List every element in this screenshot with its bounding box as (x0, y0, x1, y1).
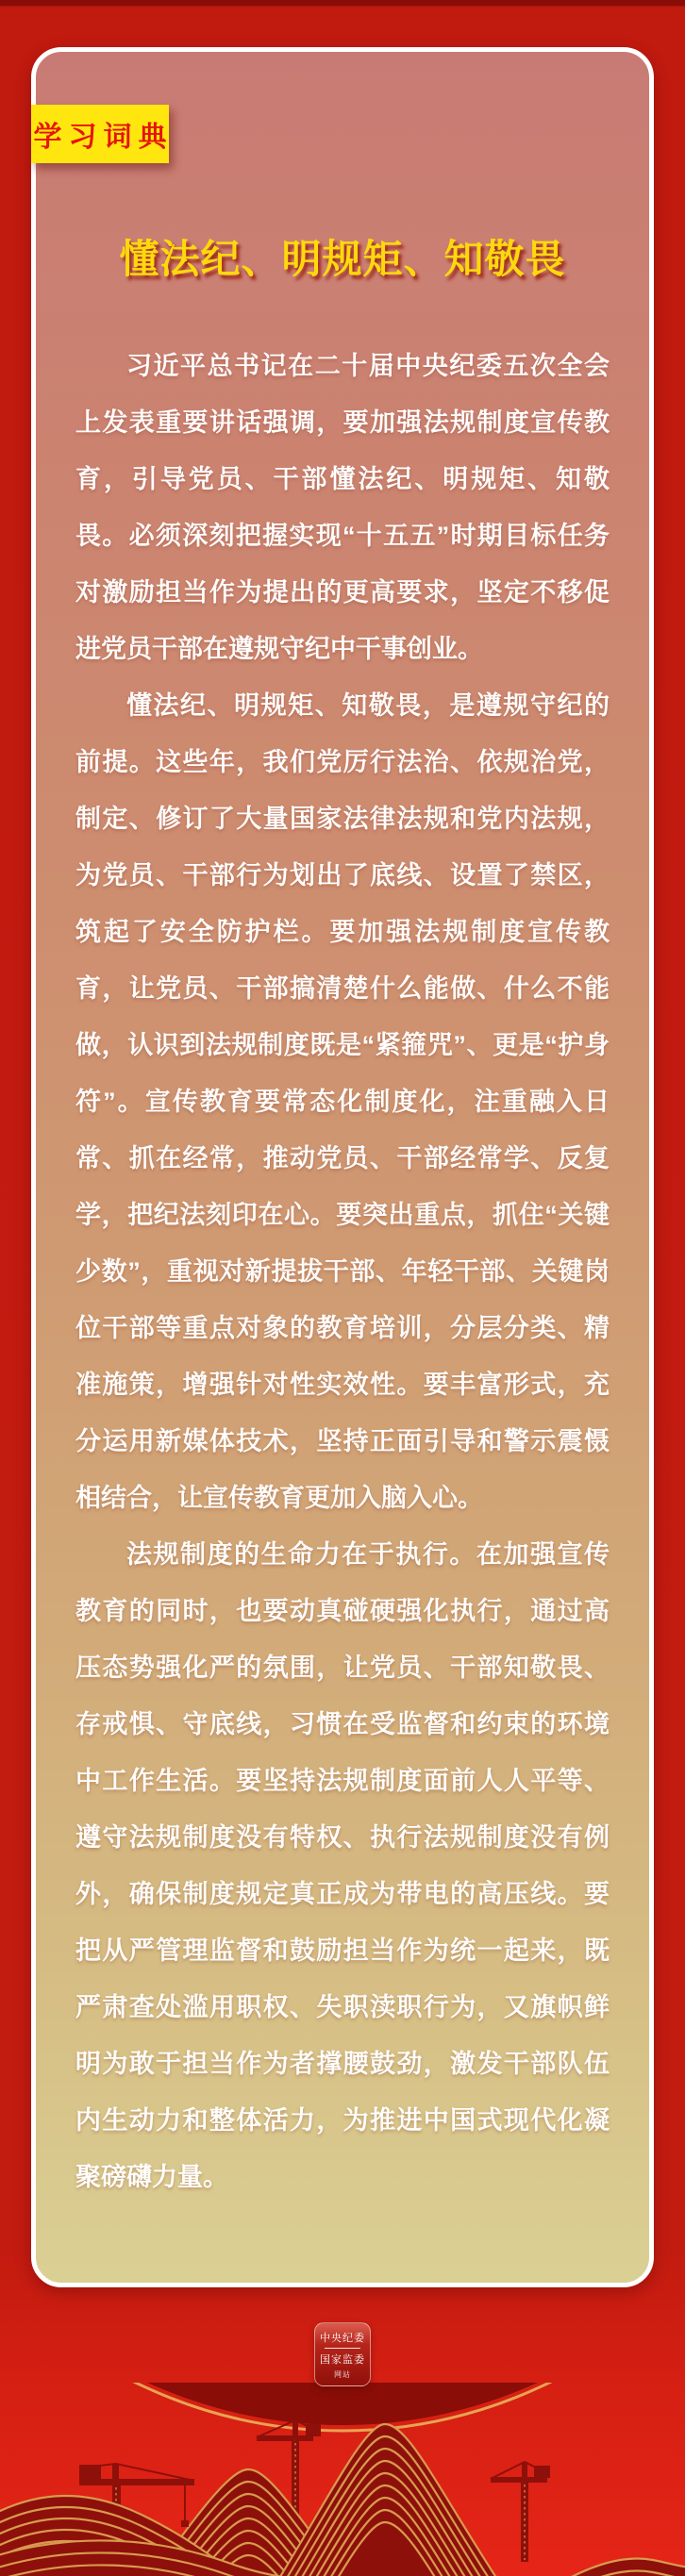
crane-icon (491, 2462, 550, 2562)
ccdi-logo-badge (314, 2322, 371, 2386)
footer-mountain-waves-art (0, 2383, 685, 2576)
ccdi-logo-divider (325, 2348, 360, 2349)
study-dictionary-badge (31, 105, 174, 163)
ccdi-logo-line1: 中央纪委 (320, 2332, 365, 2344)
study-dictionary-badge-label: 学习词典 (33, 122, 174, 153)
paragraph-3: 法规制度的生命力在于执行。在加强宣传教育的同时，也要动真碰硬强化执行，通过高压态势强化严的氛围，让党员、干部知敬畏、存戒惧、守底线，习惯在受监督和约束的环境中工作生活。要坚持法规制度面前人人平等、遵守法规制度没有特权、执行法规制度没有例外，确保制度规定真正成为带电的高压线。要把从严管理监督和鼓励担当作为统一起来，既严肃查处滥用职权、失职渎职行为，又旗帜鲜明为敢于担当作为者撑腰鼓劲，激发干部队伍内生动力和整体活力，为推进中国式现代化凝聚磅礴力量。 (75, 1540, 610, 2191)
ccdi-logo-line2: 国家监委 (320, 2353, 365, 2366)
article-body (75, 338, 610, 2205)
article-card (31, 47, 654, 2287)
mountain-contours-right-ridge (489, 2559, 685, 2576)
article-title: 懂法纪、明规矩、知敬畏 (119, 239, 566, 282)
paragraph-2: 懂法纪、明规矩、知敬畏，是遵规守纪的前提。这些年，我们党厉行法治、依规治党，制定、修订了大量国家法律法规和党内法规，为党员、干部行为划出了底线、设置了禁区，筑起了安全防护栏。要加强法规制度宣传教育，让党员、干部搞清楚什么能做、什么不能做，认识到法规制度既是“紧箍咒”、更是“护身符”。宣传教育要常态化制度化，注重融入日常、抓在经常，推动党员、干部经常学、反复学，把纪法刻印在心。要突出重点，抓住“关键少数”，重视对新提拔干部、年轻干部、关键岗位干部等重点对象的教育培训，分层分类、精准施策，增强针对性实效性。要丰富形式，充分运用新媒体技术，坚持正面引导和警示震慑相结合，让宣传教育更加入脑入心。 (75, 691, 610, 1512)
sun-arc (0, 2383, 685, 2431)
paragraph-1: 习近平总书记在二十届中央纪委五次全会上发表重要讲话强调，要加强法规制度宣传教育，引导党员、干部懂法纪、明规矩、知敬畏。必须深刻把握实现“十五五”时期目标任务对激励担当作为提出的更高要求，坚定不移促进党员干部在遵规守纪中干事创业。 (75, 352, 610, 663)
ccdi-logo-line3: 网站 (334, 2369, 351, 2379)
